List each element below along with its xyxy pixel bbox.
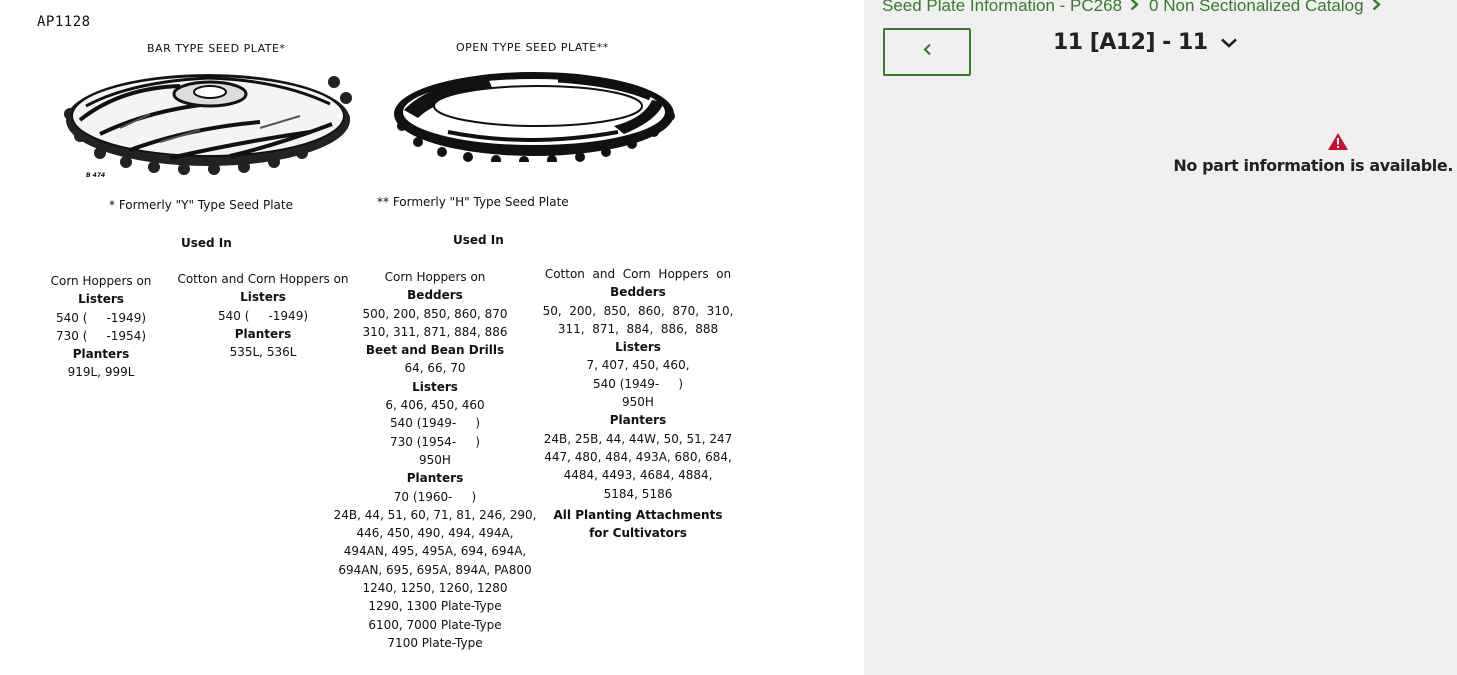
column-line: 7100 Plate-Type bbox=[387, 635, 483, 650]
column-line: Corn Hoppers on bbox=[384, 270, 486, 284]
column-line: 494AN, 495, 495A, 694, 694A, bbox=[343, 544, 527, 559]
column-line: 950H bbox=[419, 452, 451, 467]
figure-tag: B 474 bbox=[86, 172, 106, 179]
column-line: Cotton and Corn Hoppers on bbox=[544, 267, 732, 281]
bar-plate-footnote: * Formerly "Y" Type Seed Plate bbox=[109, 198, 293, 212]
open-plate-title: OPEN TYPE SEED PLATE** bbox=[456, 41, 609, 54]
part-info-panel bbox=[864, 0, 1457, 675]
page-selector[interactable] bbox=[1053, 30, 1238, 55]
back-button[interactable] bbox=[883, 28, 971, 76]
page-selector-label: 11 [A12] - 11 bbox=[1053, 30, 1208, 55]
column-line: 7, 407, 450, 460, bbox=[586, 358, 690, 373]
column-line: Listers bbox=[615, 340, 661, 355]
breadcrumb bbox=[882, 0, 1391, 16]
open-column-corn-hoppers bbox=[330, 268, 540, 652]
column-line: Planters bbox=[406, 471, 464, 486]
column-line: 730 ( -1954) bbox=[55, 328, 147, 343]
column-line: Bedders bbox=[610, 285, 666, 300]
column-line: 500, 200, 850, 860, 870 bbox=[362, 306, 508, 321]
column-line: 730 (1954- ) bbox=[389, 434, 481, 449]
bar-plate-used-in: Used In bbox=[181, 236, 232, 250]
open-seed-plate-image bbox=[388, 64, 680, 162]
column-line: 540 ( -1949) bbox=[217, 308, 309, 323]
breadcrumb-item-catalog[interactable]: 0 Non Sectionalized Catalog bbox=[1149, 0, 1364, 15]
column-line: Listers bbox=[412, 379, 458, 394]
column-line: 1290, 1300 Plate-Type bbox=[368, 599, 502, 614]
column-line: 310, 311, 871, 884, 886 bbox=[362, 324, 508, 339]
column-line: 6100, 7000 Plate-Type bbox=[368, 617, 502, 632]
column-line: 64, 66, 70 bbox=[404, 361, 466, 376]
chevron-right-icon bbox=[1130, 0, 1139, 16]
bar-column-cotton-corn-hoppers bbox=[174, 270, 352, 361]
column-line: for Cultivators bbox=[589, 526, 687, 541]
bar-seed-plate-image bbox=[60, 58, 360, 176]
column-line: 311, 871, 884, 886, 888 bbox=[557, 321, 719, 336]
open-plate-footnote: ** Formerly "H" Type Seed Plate bbox=[377, 195, 569, 209]
column-line: 446, 450, 490, 494, 494A, bbox=[356, 526, 514, 541]
column-line: Planters bbox=[609, 413, 667, 428]
column-line: 1240, 1250, 1260, 1280 bbox=[362, 581, 508, 596]
column-line: Planters bbox=[72, 347, 130, 362]
breadcrumb-item-seed-plate-info[interactable]: Seed Plate Information - PC268 bbox=[882, 0, 1123, 15]
column-line: 6, 406, 450, 460 bbox=[385, 398, 485, 413]
column-line: 4484, 4493, 4684, 4884, bbox=[563, 468, 713, 483]
column-line: 535L, 536L bbox=[229, 345, 297, 360]
column-line: Listers bbox=[240, 290, 286, 305]
column-line: 694AN, 695, 695A, 894A, PA800 bbox=[338, 562, 532, 577]
column-line: Corn Hoppers on bbox=[50, 274, 152, 288]
column-line: 540 (1949- ) bbox=[592, 376, 684, 391]
chevron-down-icon bbox=[1220, 30, 1238, 55]
bar-column-corn-hoppers bbox=[44, 272, 158, 382]
no-part-info-message: No part information is available. bbox=[1173, 156, 1453, 175]
column-line: 5184, 5186 bbox=[603, 486, 673, 501]
column-line: 447, 480, 484, 493A, 680, 684, bbox=[544, 449, 732, 464]
column-line: 50, 200, 850, 860, 870, 310, bbox=[542, 303, 734, 318]
column-line: 540 ( -1949) bbox=[55, 310, 147, 325]
column-line: 24B, 44, 51, 60, 71, 81, 246, 290, bbox=[333, 507, 537, 522]
column-line: 540 (1949- ) bbox=[389, 416, 481, 431]
column-line: Planters bbox=[234, 326, 292, 341]
column-line: 70 (1960- ) bbox=[393, 489, 477, 504]
chevron-right-icon bbox=[1372, 0, 1381, 16]
column-line: All Planting Attachments bbox=[553, 507, 723, 522]
column-line: Bedders bbox=[407, 288, 463, 303]
open-plate-used-in: Used In bbox=[453, 233, 504, 247]
column-line: Listers bbox=[78, 292, 124, 307]
illustration-ref-code: AP1128 bbox=[37, 14, 91, 30]
column-line: 919L, 999L bbox=[67, 365, 135, 380]
column-line: 950H bbox=[622, 395, 654, 410]
open-column-cotton-corn-hoppers bbox=[532, 265, 744, 542]
column-line: Cotton and Corn Hoppers on bbox=[177, 272, 349, 286]
column-line: Beet and Bean Drills bbox=[365, 343, 505, 358]
column-line: 24B, 25B, 44, 44W, 50, 51, 247 bbox=[543, 431, 733, 446]
chevron-left-icon bbox=[923, 43, 932, 61]
bar-plate-title: BAR TYPE SEED PLATE* bbox=[147, 42, 286, 55]
warning-triangle-icon bbox=[1327, 132, 1349, 156]
